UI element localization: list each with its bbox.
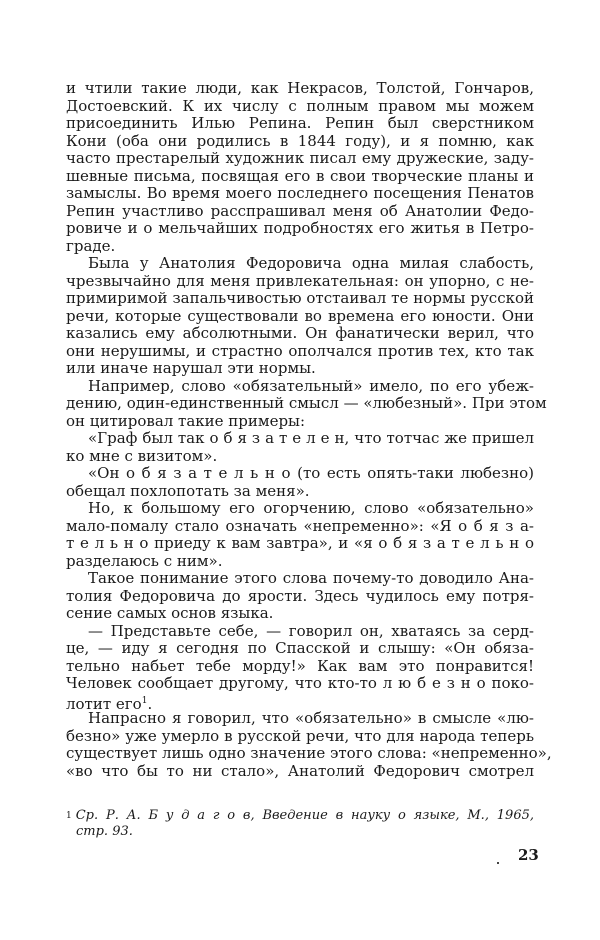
text-line: Достоевский. К их числу с полным правом мы можем: [66, 96, 534, 115]
text-line: Такое понимание этого слова почему-то доводило Ана-: [88, 569, 534, 587]
text-line: сение самых основ языка.: [66, 604, 274, 622]
text-line: ровиче и о мельчайших подробностях его житья в Петро-: [66, 219, 534, 237]
text-line: чрезвычайно для меня привлекательная: он упорно, с не-: [66, 271, 534, 290]
footnote-reference[interactable]: 1: [141, 695, 148, 706]
text-line: Была у Анатолия Федоровича одна милая слабость,: [88, 254, 534, 272]
text-line: присоединить Илью Репина. Репин был сверстником: [66, 114, 534, 132]
period: .: [147, 694, 153, 713]
text-line: Например, слово «обязательный» имело, по его убеж-: [88, 376, 534, 395]
text-line: [66, 693, 534, 711]
text-line: ко мне с визитом».: [66, 446, 218, 465]
text-line: Репин участливо расспрашивал меня об Анатолии Федо-: [66, 201, 534, 220]
text-line: — Представьте себе, — говорил он, хватаясь за серд-: [88, 621, 534, 640]
text-line: замыслы. Во время моего последнего посещения Пенатов: [66, 184, 534, 202]
text-line: казались ему абсолютными. Он фанатически верил, что: [66, 324, 534, 342]
page-body: [66, 79, 552, 780]
text-line: Кони (оба они родились в 1844 году), и я помню, как: [66, 131, 534, 150]
text-line: це, — иду я сегодня по Спасской и слышу: «Он обяза-: [66, 639, 534, 657]
text-line: граде.: [66, 236, 116, 255]
footnote: [66, 808, 534, 840]
footnote-marker: 1: [66, 811, 72, 821]
text-line: безно» уже умерло в русской речи, что для народа теперь: [66, 726, 534, 745]
text-line: они нерушимы, и страстно ополчался против тех, кто так: [66, 341, 534, 360]
text-line: толия Федоровича до ярости. Здесь чудилось ему потря-: [66, 586, 534, 605]
text-line: существует лишь одно значение этого слова: «непременно»,: [66, 744, 552, 762]
text-line: т е л ь н о приеду к вам завтра», и «я о б я з а т е л ь н о: [66, 534, 534, 552]
text-line: разделаюсь с ним».: [66, 551, 223, 570]
text-line: часто престарелый художник писал ему дружеские, заду-: [66, 149, 534, 167]
page-number: 23: [518, 846, 539, 864]
text-line: мало-помалу стало означать «непременно»: «Я о б я з а-: [66, 516, 534, 535]
footnote-line: стр. 93.: [76, 824, 133, 839]
print-speck: [497, 862, 499, 864]
text-line: обещал похлопотать за меня».: [66, 481, 310, 500]
text-line: и чтили такие люди, как Некрасов, Толстой, Гончаров,: [66, 79, 534, 97]
text-line: «Он о б я з а т е л ь н о (то есть опять-таки любезно): [88, 464, 534, 482]
text-line: или иначе нарушал эти нормы.: [66, 359, 316, 377]
text-line: он цитировал такие примеры:: [66, 411, 306, 430]
text-line: дению, один-единственный смысл — «любезный». При этом: [66, 394, 547, 412]
text-line: речи, которые существовали во времена его юности. Они: [66, 306, 534, 325]
text-line: «во что бы то ни стало», Анатолий Федорович смотрел: [66, 761, 534, 780]
text-line: шевные письма, посвящая его в свои творческие планы и: [66, 166, 534, 185]
footnote-text: Ср. Р. А. Б у д а г о в, Введение в науку о языке, М., 1965,: [75, 808, 534, 823]
text-line: примиримой запальчивостью отстаивал те нормы русской: [66, 289, 534, 307]
text-line: тельно набьет тебе морду!» Как вам это понравится!: [66, 656, 534, 675]
text-line: Напрасно я говорил, что «обязательно» в смысле «лю-: [88, 709, 534, 727]
text-line: Но, к большому его огорчению, слово «обязательно»: [88, 499, 534, 517]
text-line: Человек сообщает другому, что кто-то л ю б е з н о поко-: [66, 674, 534, 692]
footnote-line: [66, 808, 534, 824]
text-line: «Граф был так о б я з а т е л е н, что тотчас же пришел: [88, 429, 534, 447]
text-segment: лотит его: [66, 694, 142, 713]
